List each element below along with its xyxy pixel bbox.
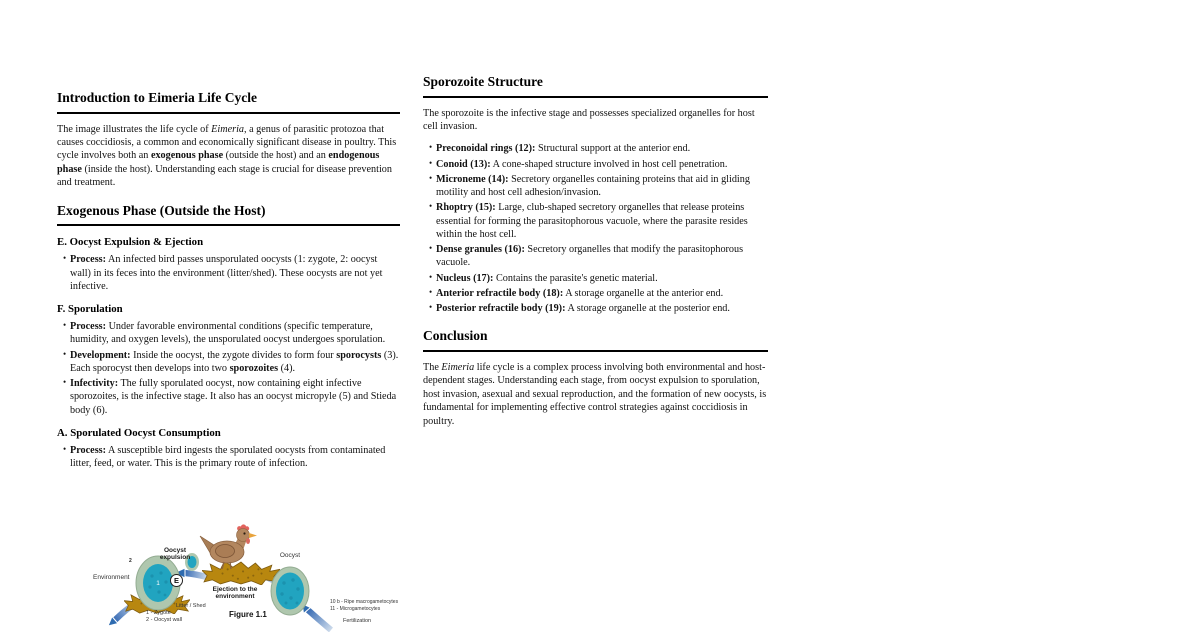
text-run: Rhoptry (15): [436,202,496,214]
text-run: Anterior refractile body (18): [436,287,564,299]
text-run: Contains the parasite's genetic material. [493,272,658,284]
text-run: (inside the host). Understanding each stage is crucial for disease prevention and treatment. [57,163,392,189]
legend-zygote-label: 1 - Zygote [146,610,171,616]
section-heading: F. Sporulation [57,303,123,316]
oocyst-wall-number-label: 2 [129,558,132,564]
text-run: Secretory organelles containing proteins that aid in gliding motility and host cell adhesion/invasion. [436,173,750,199]
text-run: , a genus of parasitic protozoa that causes coccidiosis, a common and economically significant disease in poultry. This cycle involves both an [57,123,397,162]
text-run: Inside the oocyst, the zygote divides to form four [130,349,337,361]
bullet-list [57,320,400,417]
section-heading: A. Sporulated Oocyst Consumption [57,426,221,439]
text-run: Development: [70,349,131,361]
oocyst-label: Oocyst [279,552,301,559]
text-run: Process: [70,444,107,456]
bullet-item [429,142,768,155]
paragraph [423,361,768,428]
text-run: Conoid (13): [436,158,491,170]
text-run: A storage organelle at the posterior end. [565,303,730,315]
text-run: A storage organelle at the anterior end. [563,287,724,299]
text-run: Under favorable environmental conditions (specific temperature, humidity, and oxygen levels), the unsporulated oocyst undergoes sporulation. [70,321,386,346]
life-cycle-figure [85,520,417,632]
text-run: Infectivity: [70,378,119,390]
bullet-item [429,287,768,300]
text-run: sporozoites [229,362,279,374]
text-run: (4). [278,362,296,374]
legend-microgametocytes-label: 11 - Microgametocytes [330,606,381,612]
text-run: Dense granules (16): [436,244,525,256]
text-run: The [423,361,442,373]
text-run: sporocysts [336,349,382,361]
paragraph [57,123,400,190]
bullet-list [57,253,400,293]
right-column [423,74,768,437]
bullet-list [57,444,400,471]
text-run: life cycle is a complex process involving both environmental and host-dependent stages. Understanding each stage, from oocyst expulsion to sporulation, host invasion, asexual and sexual reproduction, and the formation of new oocysts, is fundamental for implementing effective control strategies against coccidiosis in poultry. [423,361,767,427]
text-run: Eimeria [211,123,244,135]
text-run: Secretory organelles that modify the parasitophorous vacuole. [436,244,744,269]
fertilization-label: Fertilization [343,618,372,624]
text-run: An infected bird passes unsporulated oocysts (1: zygote, 2: oocyst wall) in its feces into the environment (litter/shed). These oocysts are not yet infective. [70,254,383,292]
environment-label: Environment [93,574,130,581]
text-run: A cone-shaped structure involved in host cell penetration. [490,158,728,170]
litter-shed-label: Litter / Shed [176,603,206,609]
left-column [57,90,400,479]
legend-oocyst-wall-label: 2 - Oocyst wall [146,617,183,623]
bullet-item [429,201,768,241]
text-run: Posterior refractile body (19): [436,303,566,315]
chicken-icon [197,524,261,570]
paragraph [423,107,768,134]
bullet-item [429,158,768,171]
text-run: Large, club-shaped secretory organelles that release proteins essential for forming the parasitophorous vacuole, where the parasite resides within the host cell. [436,202,748,240]
zygote-number-label: 1 [156,580,160,587]
bullet-item [63,444,400,471]
text-run: The image illustrates the life cycle of [57,123,212,135]
text-run: Eimeria [441,361,475,373]
text-run: Nucleus (17): [436,272,494,284]
bullet-item [63,320,400,347]
text-run: Microneme (14): [436,173,509,185]
text-run: Process: [70,321,107,333]
text-run: (outside the host) and an [223,150,329,162]
text-run: The sporozoite is the infective stage and possesses specialized organelles for host cell invasion. [423,107,755,132]
text-run: Process: [70,254,107,266]
text-run: exogenous phase [150,150,224,162]
bullet-list [423,142,768,315]
bullet-item [429,173,768,200]
stage-e-badge: E [170,574,183,587]
legend-macrogametocytes-label: 10 b - Ripe macrogametocytes [330,599,399,605]
text-run: Preconoidal rings (12): [436,143,536,155]
text-run: Structural support at the anterior end. [535,143,691,155]
bullet-item [429,243,768,270]
section-heading: Conclusion [423,328,768,352]
oocyst-in-host-icon [269,565,311,617]
text-run: The fully sporulated oocyst, now containing eight infective sporozoites, is the infective stage. It also has an oocyst micropyle (5) and Stieda body (6). [70,378,397,416]
section-heading: Introduction to Eimeria Life Cycle [57,90,400,114]
bullet-item [63,349,400,376]
bullet-item [63,253,400,293]
figure-caption: Figure 1.1 [229,610,267,619]
bullet-item [429,302,768,315]
text-run: endogenous phase [57,150,380,175]
bullet-item [63,377,400,417]
section-heading: Exogenous Phase (Outside the Host) [57,203,400,227]
text-run: (3). Each sporocyst then develops into two [70,349,399,374]
section-heading: Sporozoite Structure [423,74,768,98]
ejection-label: Ejection to the environment [212,586,258,601]
text-run: A susceptible bird ingests the sporulated oocysts from contaminated litter, feed, or water. This is the primary route of infection. [70,444,386,470]
section-heading: E. Oocyst Expulsion & Ejection [57,236,204,249]
bullet-item [429,272,768,285]
oocyst-expulsion-label: Oocyst expulsion [159,547,191,562]
